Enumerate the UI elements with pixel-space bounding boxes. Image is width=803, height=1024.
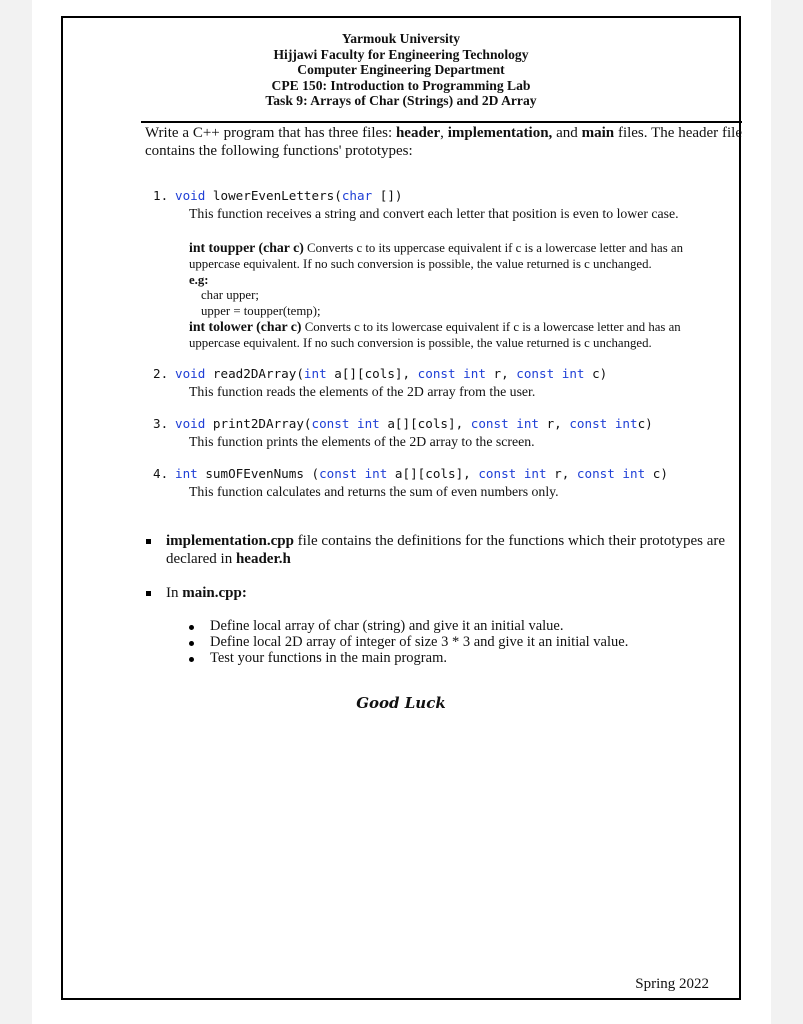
example-line-1: char upper; (201, 288, 259, 302)
example-line-2: upper = toupper(temp); (201, 304, 321, 318)
item-number: 4. (153, 466, 169, 481)
document-page (32, 0, 771, 1024)
tolower-note: int tolower (char c) Converts c to its lowercase equivalent if c is a lowercase letter and has an uppercase equivalent. If no such conversion is possible, the value returned is c unchanged. (189, 319, 681, 350)
function-signature: int sumOFEvenNums (const int a[][cols], const int r, const int c) (175, 466, 668, 481)
implementation-note: implementation.cpp file contains the definitions for the functions which their prototypes are declared in header.h (166, 533, 726, 567)
course-title: CPE 150: Introduction to Programming Lab (271, 77, 531, 93)
main-task-2: Define local 2D array of integer of size 3 * 3 and give it an initial value. (210, 634, 629, 650)
toupper-note: int toupper (char c) Converts c to its uppercase equivalent if c is a lowercase letter and has an uppercase equivalent. If no such conversion is possible, the value returned is c unchanged. (189, 240, 683, 271)
function-description: This function calculates and returns the sum of even numbers only. (189, 484, 559, 499)
function-signature: void read2DArray(int a[][cols], const int r, const int c) (175, 366, 608, 381)
main-note: In main.cpp: (166, 585, 247, 601)
department-name: Computer Engineering Department (297, 62, 505, 77)
university-name: Yarmouk University (341, 31, 461, 46)
list-item-2 (153, 366, 713, 402)
function-signature: void print2DArray(const int a[][cols], const int r, const intc) (175, 416, 653, 431)
list-item-3 (153, 416, 713, 452)
function-description: This function reads the elements of the 2D array from the user. (189, 384, 536, 399)
main-task-3: Test your functions in the main program. (210, 650, 447, 666)
closing-text: Good Luck (356, 694, 446, 712)
example-label: e.g: (189, 273, 209, 287)
main-task-1: Define local array of char (string) and give it an initial value. (210, 618, 564, 634)
header-divider (141, 121, 742, 123)
faculty-name: Hijjawi Faculty for Engineering Technology (273, 46, 529, 62)
document-header (63, 31, 739, 109)
item-number: 2. (153, 366, 169, 381)
function-description: This function receives a string and convert each letter that position is even to lower case. (189, 206, 679, 221)
round-bullet-icon (189, 641, 194, 646)
square-bullet-icon (146, 591, 151, 596)
list-item-1 (153, 188, 713, 358)
task-title: Task 9: Arrays of Char (Strings) and 2D Array (265, 93, 537, 108)
function-description: This function prints the elements of the 2D array to the screen. (189, 434, 535, 449)
square-bullet-icon (146, 539, 151, 544)
round-bullet-icon (189, 625, 194, 630)
round-bullet-icon (189, 657, 194, 662)
list-item-4 (153, 466, 713, 502)
function-signature: void lowerEvenLetters(char []) (175, 188, 403, 203)
intro-paragraph: Write a C++ program that has three files: header, implementation, and main files. The header file contains the following functions' prototypes: (145, 125, 742, 159)
item-number: 3. (153, 416, 169, 431)
semester-footer: Spring 2022 (635, 976, 709, 992)
item-number: 1. (153, 188, 169, 203)
page-border (61, 16, 741, 1000)
